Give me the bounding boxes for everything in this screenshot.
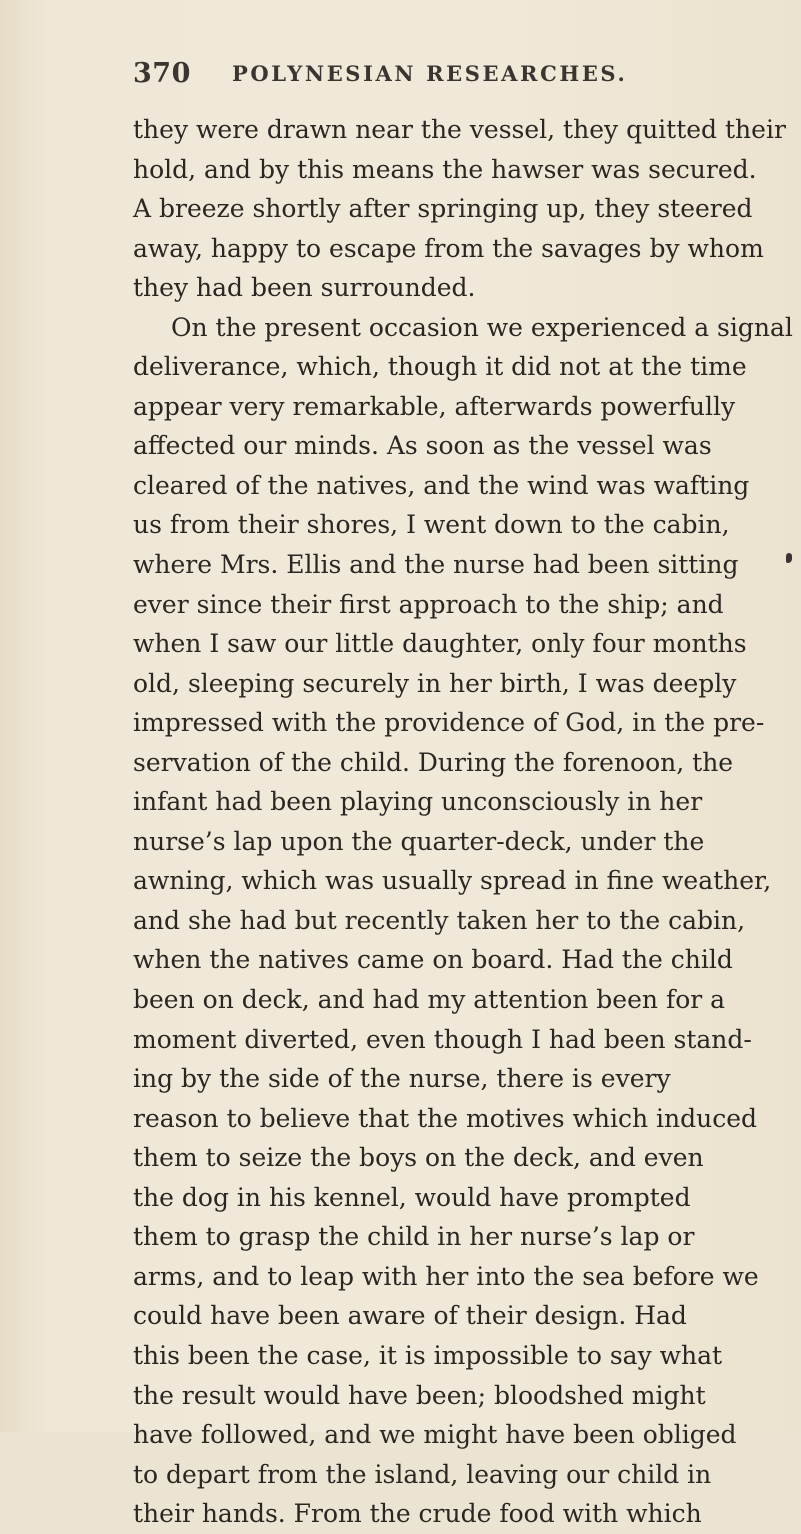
- text-line: where Mrs. Ellis and the nurse had been sitting: [133, 550, 739, 580]
- text-line: old, sleeping securely in her birth, I was deeply: [133, 668, 737, 698]
- text-line: been on deck, and had my attention been for a: [133, 985, 726, 1015]
- text-line: could have been aware of their design. Had: [133, 1301, 687, 1331]
- text-line: us from their shores, I went down to the cabin,: [133, 510, 730, 540]
- text-line: ever since their first approach to the ship; and: [133, 589, 724, 619]
- text-line: arms, and to leap with her into the sea before we: [133, 1261, 759, 1291]
- text-line: to depart from the island, leaving our child in: [133, 1459, 712, 1489]
- text-line: awning, which was usually spread in fine weather,: [133, 866, 772, 896]
- text-line: impressed with the providence of God, in the pre-: [133, 708, 765, 738]
- text-line: away, happy to escape from the savages by whom: [133, 233, 764, 263]
- text-line: this been the case, it is impossible to say what: [133, 1340, 723, 1370]
- text-line: A breeze shortly after springing up, they steered: [133, 194, 753, 224]
- text-line: cleared of the natives, and the wind was wafting: [133, 470, 750, 500]
- text-line: affected our minds. As soon as the vessel was: [133, 431, 712, 461]
- text-line: moment diverted, even though I had been stand-: [133, 1024, 752, 1054]
- text-line: deliverance, which, though it did not at the time: [133, 352, 747, 382]
- text-line: and she had but recently taken her to the cabin,: [133, 905, 746, 935]
- body-text: [133, 110, 793, 1534]
- text-line: the dog in his kennel, would have prompted: [133, 1182, 691, 1212]
- text-line: when I saw our little daughter, only four months: [133, 629, 747, 659]
- text-line: ing by the side of the nurse, there is every: [133, 1064, 671, 1094]
- text-line: when the natives came on board. Had the child: [133, 945, 733, 975]
- text-line: servation of the child. During the forenoon, the: [133, 747, 734, 777]
- text-line: them to grasp the child in her nurse’s lap or: [133, 1222, 695, 1252]
- text-line: infant had been playing unconsciously in her: [133, 787, 703, 817]
- text-line: reason to believe that the motives which induced: [133, 1103, 758, 1133]
- ink-mark: [786, 553, 792, 563]
- text-line: their hands. From the crude food with which: [133, 1499, 702, 1529]
- text-line: hold, and by this means the hawser was secured.: [133, 154, 757, 184]
- text-line: they were drawn near the vessel, they quitted their: [133, 115, 786, 144]
- page-number: 370: [133, 58, 191, 89]
- running-head: [133, 58, 663, 94]
- text-line: the result would have been; bloodshed might: [133, 1380, 706, 1410]
- text-line: appear very remarkable, afterwards powerfully: [133, 391, 736, 421]
- paragraph-first-line: On the present occasion we experienced a signal: [171, 312, 793, 342]
- running-title: POLYNESIAN RESEARCHES.: [232, 61, 628, 86]
- text-line: nurse’s lap upon the quarter-deck, under the: [133, 826, 705, 856]
- text-line: have followed, and we might have been obliged: [133, 1420, 737, 1450]
- text-line: they had been surrounded.: [133, 273, 476, 303]
- text-line: them to seize the boys on the deck, and even: [133, 1143, 704, 1173]
